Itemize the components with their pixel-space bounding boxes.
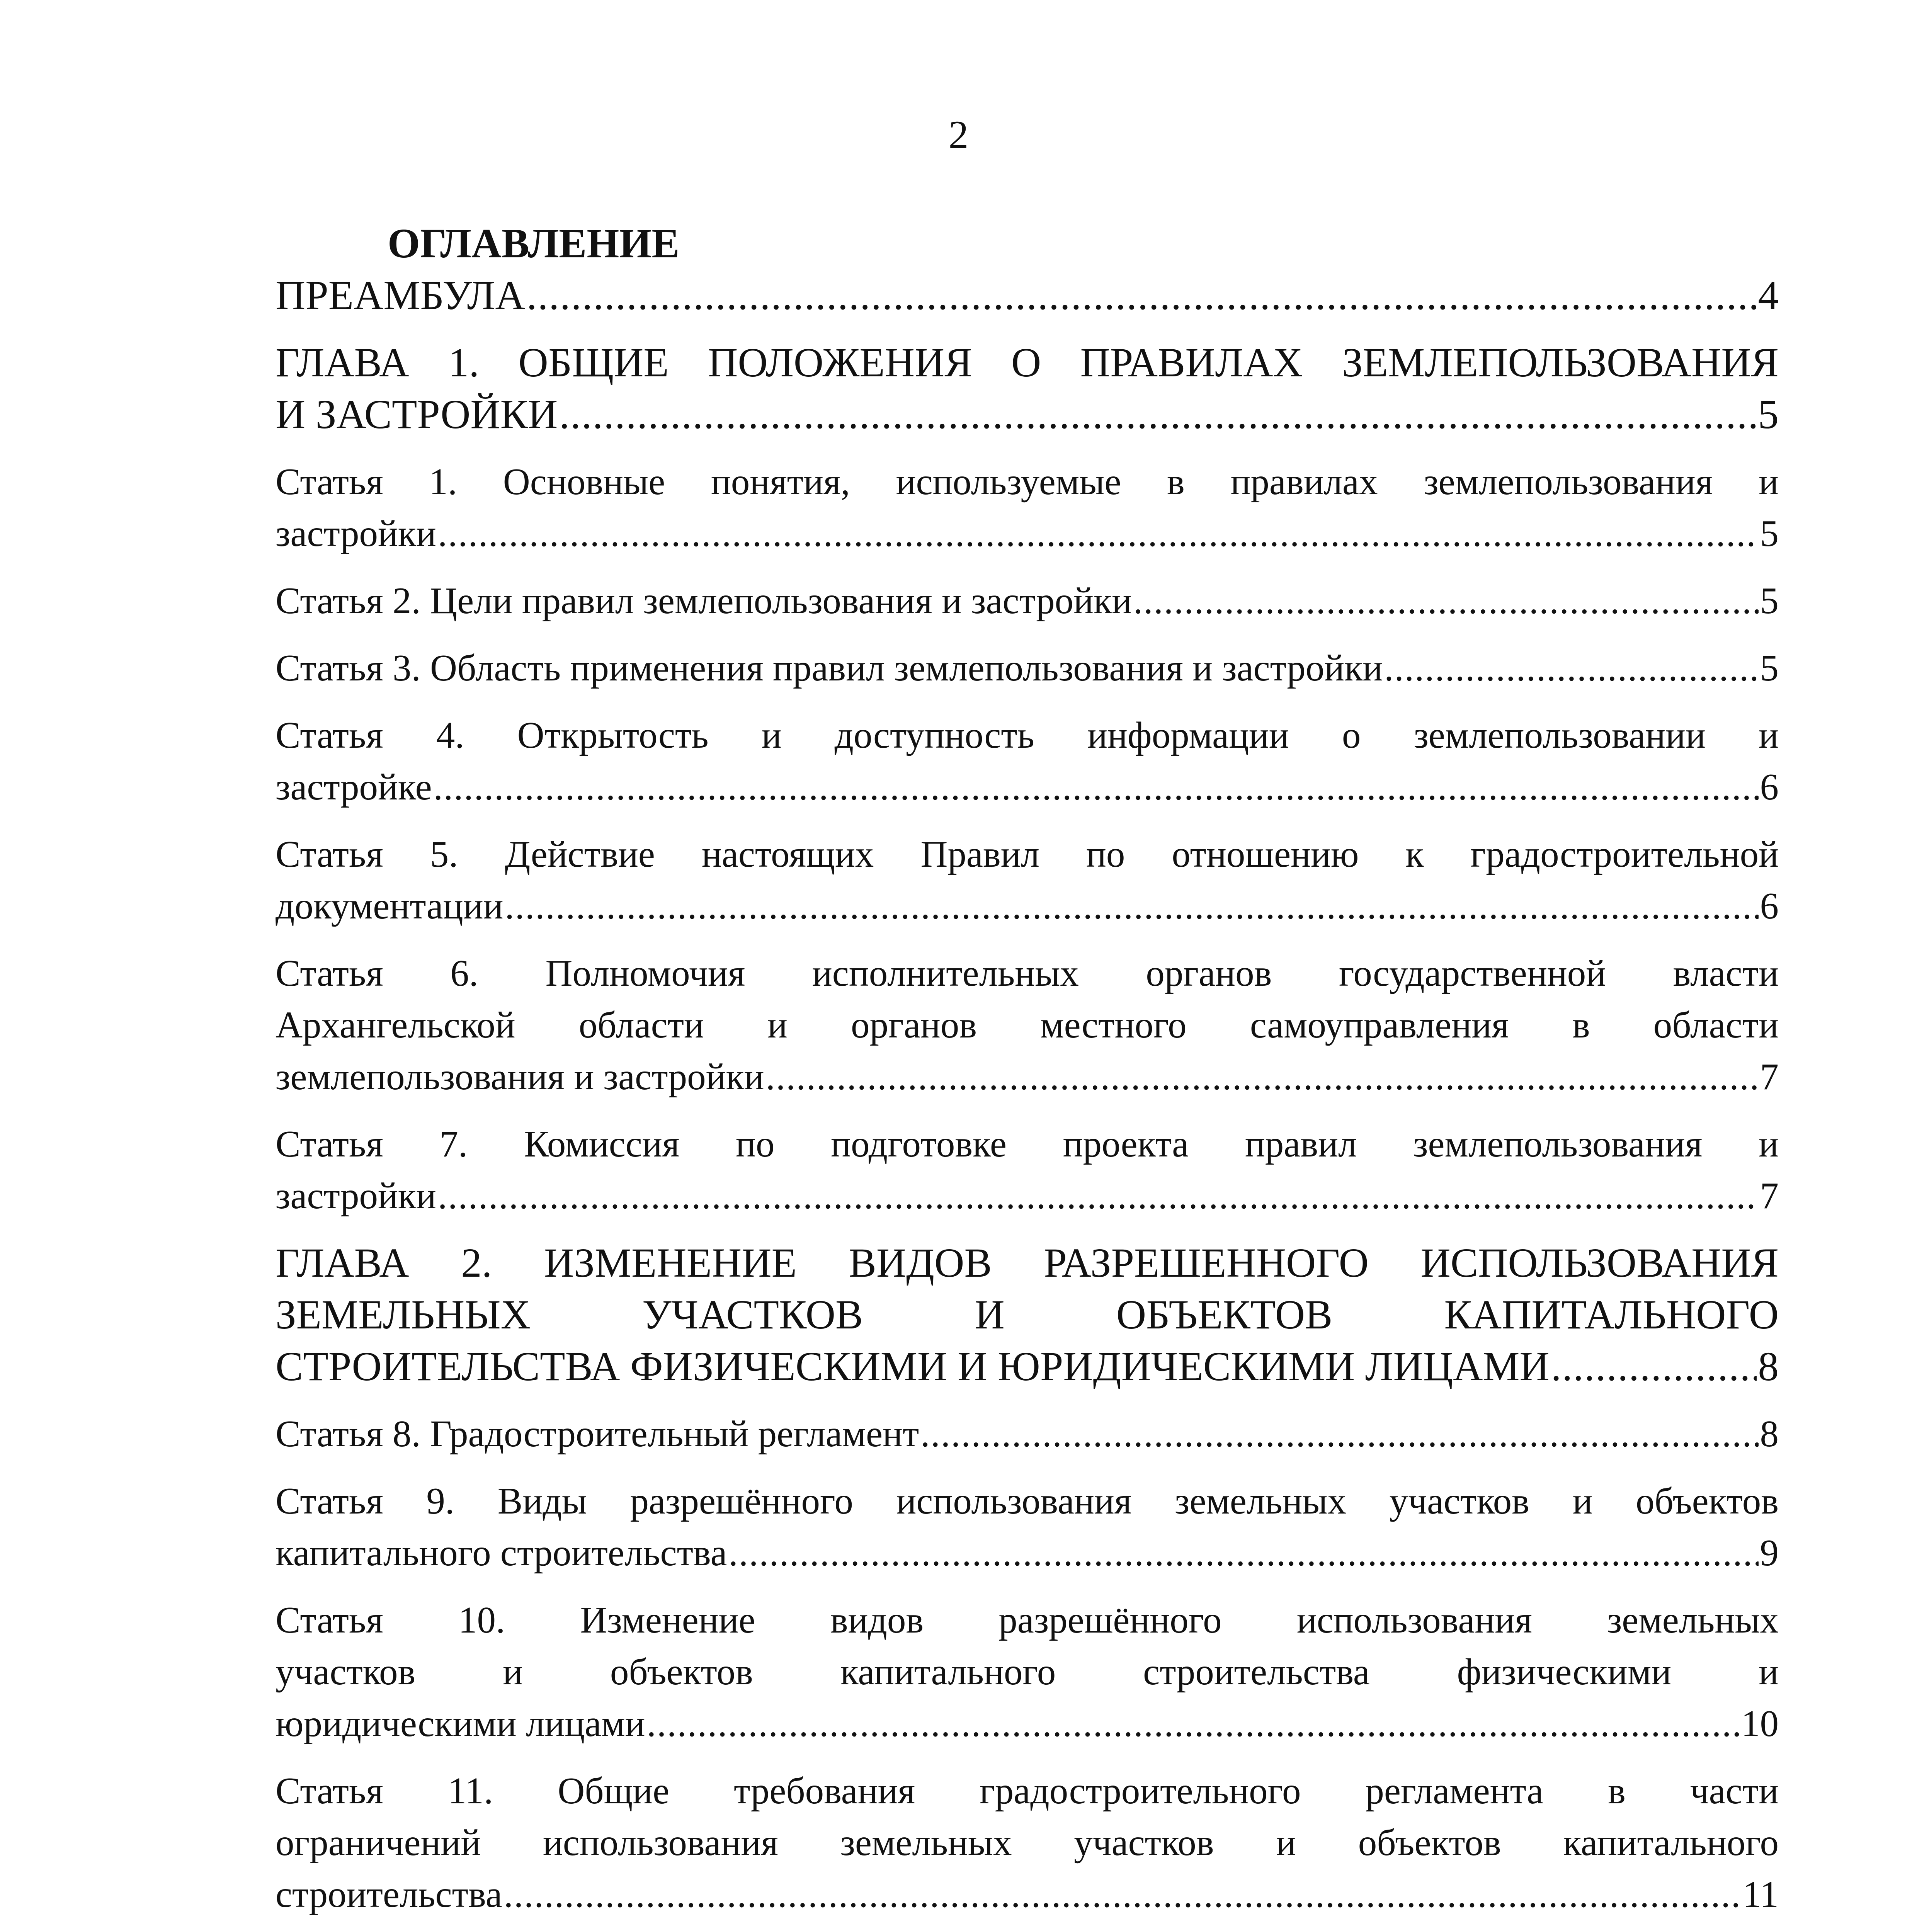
toc-entry-page-number: 7: [1760, 1056, 1779, 1097]
toc-entry-line: Статья 5. Действие настоящих Правил по отношению к градостроительной: [276, 833, 1779, 875]
dot-leader: [1551, 1341, 1757, 1393]
toc-entry-leader-line: [276, 761, 1779, 813]
toc-entry-leader-line: [276, 1051, 1779, 1103]
dot-leader: [505, 880, 1759, 932]
dot-leader: [438, 1170, 1759, 1222]
toc-entry[interactable]: [276, 1408, 1779, 1460]
toc-entry-title: документации: [276, 885, 503, 927]
toc-entry-leader-line: [276, 1341, 1779, 1393]
toc-entry[interactable]: [276, 456, 1779, 560]
dot-leader: [729, 1527, 1759, 1579]
toc-entry-page-number: 11: [1742, 1874, 1779, 1915]
toc-entry-line: Архангельской области и органов местного самоуправления в области: [276, 1004, 1779, 1046]
toc-entry[interactable]: [276, 947, 1779, 1103]
toc-entry[interactable]: [276, 1475, 1779, 1579]
toc-entry-page-number: 6: [1760, 766, 1779, 808]
toc-entry-leader-line: [276, 880, 1779, 932]
toc-entry-line: Статья 9. Виды разрешённого использования земельных участков и объектов: [276, 1480, 1779, 1522]
toc-entry[interactable]: [276, 828, 1779, 932]
toc-entry-leader-line: [276, 1527, 1779, 1579]
toc-entry-page-number: 5: [1760, 647, 1779, 689]
dot-leader: [438, 508, 1759, 560]
toc-entry-page-number: 5: [1760, 580, 1779, 621]
toc-heading: ОГЛАВЛЕНИЕ: [388, 221, 680, 267]
toc-entry-page-number: 5: [1760, 513, 1779, 554]
dot-leader: [527, 270, 1757, 321]
toc-entry[interactable]: [276, 642, 1779, 694]
toc-entries: [276, 270, 1779, 1932]
toc-entry-title: капитального строительства: [276, 1532, 727, 1573]
toc-entry-line: Статья 4. Открытость и доступность информации о землепользовании и: [276, 714, 1779, 756]
dot-leader: [766, 1051, 1759, 1103]
dot-leader: [1384, 642, 1758, 694]
toc-entry-leader-line: [276, 1170, 1779, 1222]
toc-entry[interactable]: [276, 270, 1779, 321]
toc-entry-title: И ЗАСТРОЙКИ: [276, 392, 558, 437]
toc-entry[interactable]: [276, 709, 1779, 813]
toc-entry-leader-line: [276, 1869, 1779, 1920]
toc-entry-line: участков и объектов капитального строительства физическими и: [276, 1651, 1779, 1692]
toc-entry[interactable]: [276, 1118, 1779, 1222]
dot-leader: [1133, 575, 1758, 627]
dot-leader: [504, 1869, 1741, 1920]
toc-entry-leader-line: [276, 508, 1779, 560]
toc-entry-title: СТРОИТЕЛЬСТВА ФИЗИЧЕСКИМИ И ЮРИДИЧЕСКИМИ ЛИЦАМИ: [276, 1344, 1550, 1389]
toc-entry-line: ограничений использования земельных участков и объектов капитального: [276, 1822, 1779, 1863]
toc-entry-page-number: 10: [1741, 1703, 1779, 1744]
page-number: 2: [948, 113, 969, 157]
toc-entry-title: застройке: [276, 766, 432, 808]
toc-entry-title: ПРЕАМБУЛА: [276, 273, 525, 318]
dot-leader: [559, 389, 1756, 440]
toc-entry-line: Статья 7. Комиссия по подготовке проекта правил землепользования и: [276, 1123, 1779, 1165]
dot-leader: [647, 1698, 1740, 1750]
table-of-contents: [276, 218, 1779, 1932]
toc-entry-page-number: 7: [1760, 1175, 1779, 1216]
toc-entry-page-number: 8: [1760, 1413, 1779, 1454]
toc-entry-leader-line: [276, 1408, 1779, 1460]
toc-entry-line: Статья 11. Общие требования градостроительного регламента в части: [276, 1770, 1779, 1811]
toc-entry[interactable]: [276, 337, 1779, 440]
toc-entry-leader-line: [276, 270, 1779, 321]
toc-entry-page-number: 6: [1760, 885, 1779, 927]
toc-entry-title: юридическими лицами: [276, 1703, 645, 1744]
toc-entry-title: строительства: [276, 1874, 502, 1915]
toc-entry[interactable]: [276, 1765, 1779, 1920]
toc-entry-title: землепользования и застройки: [276, 1056, 764, 1097]
toc-entry-leader-line: [276, 389, 1779, 440]
toc-entry-page-number: 4: [1758, 273, 1779, 318]
toc-entry-line: ЗЕМЕЛЬНЫХ УЧАСТКОВ И ОБЪЕКТОВ КАПИТАЛЬНОГО: [276, 1292, 1779, 1338]
toc-entry-leader-line: [276, 575, 1779, 627]
toc-entry-line: Статья 6. Полномочия исполнительных органов государственной власти: [276, 952, 1779, 994]
toc-entry-line: ГЛАВА 2. ИЗМЕНЕНИЕ ВИДОВ РАЗРЕШЕННОГО ИСПОЛЬЗОВАНИЯ: [276, 1240, 1779, 1286]
toc-entry[interactable]: [276, 1237, 1779, 1393]
toc-entry[interactable]: [276, 575, 1779, 627]
toc-entry-page-number: 8: [1758, 1344, 1779, 1389]
toc-entry-title: застройки: [276, 1175, 436, 1216]
toc-entry-page-number: 5: [1758, 392, 1779, 437]
toc-entry-title: Статья 8. Градостроительный регламент: [276, 1413, 919, 1454]
toc-entry-line: Статья 10. Изменение видов разрешённого использования земельных: [276, 1599, 1779, 1641]
toc-entry-line: ГЛАВА 1. ОБЩИЕ ПОЛОЖЕНИЯ О ПРАВИЛАХ ЗЕМЛЕПОЛЬЗОВАНИЯ: [276, 340, 1779, 386]
toc-entry-title: Статья 2. Цели правил землепользования и застройки: [276, 580, 1132, 621]
toc-entry-title: застройки: [276, 513, 436, 554]
toc-entry-leader-line: [276, 1698, 1779, 1750]
dot-leader: [920, 1408, 1758, 1460]
toc-entry-leader-line: [276, 642, 1779, 694]
toc-entry-title: Статья 3. Область применения правил землепользования и застройки: [276, 647, 1383, 689]
dot-leader: [434, 761, 1759, 813]
toc-entry[interactable]: [276, 1594, 1779, 1750]
toc-entry-line: Статья 1. Основные понятия, используемые в правилах землепользования и: [276, 461, 1779, 502]
toc-entry-page-number: 9: [1760, 1532, 1779, 1573]
